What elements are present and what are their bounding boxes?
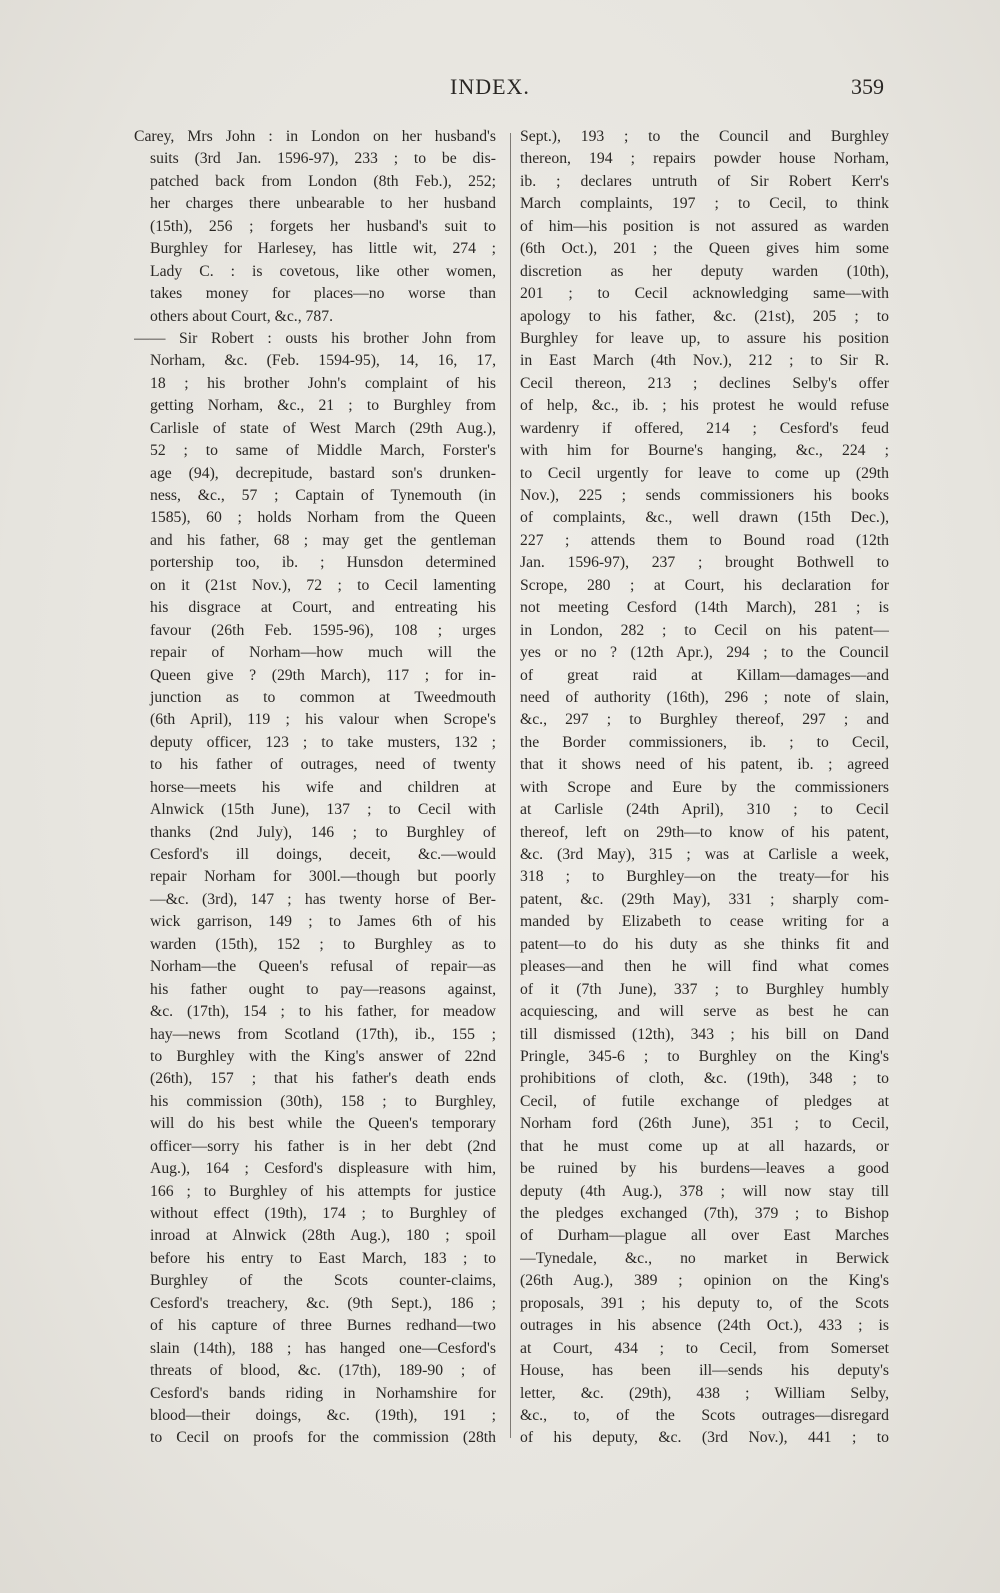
index-line: her charges there unbearable to her husband bbox=[150, 195, 496, 213]
index-line: Scrope, 280 ; at Court, his declaration for bbox=[520, 576, 889, 594]
index-line: Cecil, of futile exchange of pledges at bbox=[520, 1092, 889, 1110]
index-line: in London, 282 ; to Cecil on his patent— bbox=[520, 621, 889, 639]
index-line: to his father of outrages, need of twenty bbox=[150, 756, 496, 774]
left-column bbox=[134, 126, 496, 1450]
index-line: Alnwick (15th June), 137 ; to Cecil with bbox=[150, 801, 496, 819]
index-line: Cesford's ill doings, deceit, &c.—would bbox=[150, 846, 496, 863]
index-line: Aug.), 164 ; Cesford's displeasure with him, bbox=[150, 1160, 496, 1178]
index-line: the pledges exchanged (7th), 379 ; to Bishop bbox=[520, 1205, 889, 1222]
index-line: wick garrison, 149 ; to James 6th of his bbox=[150, 913, 496, 931]
index-line: &c., 297 ; to Burghley thereof, 297 ; and bbox=[520, 711, 889, 729]
index-line: officer—sorry his father is in her debt (2nd bbox=[150, 1137, 496, 1155]
index-line: prohibitions of cloth, &c. (19th), 348 ; to bbox=[520, 1070, 889, 1088]
index-line: deputy officer, 123 ; to take musters, 132 ; bbox=[150, 733, 496, 751]
index-line: hay—news from Scotland (17th), ib., 155 ; bbox=[150, 1025, 496, 1043]
index-line: 166 ; to Burghley of his attempts for justice bbox=[150, 1182, 496, 1200]
index-line: getting Norham, &c., 21 ; to Burghley from bbox=[150, 397, 496, 415]
index-line: warden (15th), 152 ; to Burghley as to bbox=[150, 935, 496, 953]
index-line: —&c. (3rd), 147 ; has twenty horse of Ber- bbox=[150, 890, 496, 908]
index-line: on it (21st Nov.), 72 ; to Cecil lamenting bbox=[150, 576, 496, 594]
index-line: repair of Norham—how much will the bbox=[150, 644, 496, 662]
index-line: wardenry if offered, 214 ; Cesford's feud bbox=[520, 419, 889, 437]
index-line: in East March (4th Nov.), 212 ; to Sir R. bbox=[520, 352, 889, 370]
index-line: of him—his position is not assured as warden bbox=[520, 217, 889, 235]
index-line: (26th Aug.), 389 ; opinion on the King's bbox=[520, 1272, 889, 1290]
index-line: pleases—and then he will find what comes bbox=[520, 958, 889, 976]
index-line: 318 ; to Burghley—on the treaty—for his bbox=[520, 868, 889, 886]
index-line: patched back from London (8th Feb.), 252; bbox=[150, 172, 496, 190]
index-line: will do his best while the Queen's temporary bbox=[150, 1115, 496, 1133]
index-line: discretion as her deputy warden (10th), bbox=[520, 262, 889, 280]
index-line: ness, &c., 57 ; Captain of Tynemouth (in bbox=[150, 487, 496, 504]
index-line: of his capture of three Burnes redhand—two bbox=[150, 1317, 496, 1335]
index-line: Burghley of the Scots counter-claims, bbox=[150, 1272, 496, 1290]
index-line: manded by Elizabeth to cease writing for a bbox=[520, 913, 889, 931]
index-line: yes or no ? (12th Apr.), 294 ; to the Council bbox=[520, 644, 889, 662]
index-line: at Carlisle (24th April), 310 ; to Cecil bbox=[520, 801, 889, 819]
index-line: age (94), decrepitude, bastard son's drunken- bbox=[150, 464, 496, 482]
index-line: Sept.), 193 ; to the Council and Burghley bbox=[520, 128, 889, 145]
index-line: repair Norham for 300l.—though but poorly bbox=[150, 868, 496, 886]
index-line: of complaints, &c., well drawn (15th Dec.), bbox=[520, 509, 889, 527]
right-column bbox=[520, 126, 889, 1450]
running-header bbox=[0, 74, 1000, 110]
index-line: without effect (19th), 174 ; to Burghley of bbox=[150, 1205, 496, 1222]
index-line: (26th), 157 ; that his father's death ends bbox=[150, 1070, 496, 1088]
index-line: of it (7th June), 337 ; to Burghley humbly bbox=[520, 980, 889, 998]
index-line: 201 ; to Cecil acknowledging same—with bbox=[520, 285, 889, 303]
index-line: to Cecil urgently for leave to come up (29th bbox=[520, 464, 889, 482]
index-line: portership too, ib. ; Hunsdon determined bbox=[150, 554, 496, 572]
index-line: —Tynedale, &c., no market in Berwick bbox=[520, 1249, 889, 1267]
index-line: not meeting Cesford (14th March), 281 ; is bbox=[520, 599, 889, 617]
index-line: with Scrope and Eure by the commissioners bbox=[520, 778, 889, 796]
index-line: thereon, 194 ; repairs powder house Norham, bbox=[520, 150, 889, 168]
index-line: (6th April), 119 ; his valour when Scrope's bbox=[150, 711, 496, 729]
index-line: be ruined by his burdens—leaves a good bbox=[520, 1160, 889, 1178]
index-line: thanks (2nd July), 146 ; to Burghley of bbox=[150, 823, 496, 841]
index-line: March complaints, 197 ; to Cecil, to think bbox=[520, 195, 889, 213]
index-line: 18 ; his brother John's complaint of his bbox=[150, 374, 496, 392]
index-line: &c. (3rd May), 315 ; was at Carlisle a week, bbox=[520, 846, 889, 863]
index-line: patent—to do his duty as she thinks fit and bbox=[520, 935, 889, 953]
index-line: Burghley for leave up, to assure his position bbox=[520, 329, 889, 347]
index-line: that he must come up at all hazards, or bbox=[520, 1137, 889, 1155]
index-line: suits (3rd Jan. 1596-97), 233 ; to be dis- bbox=[150, 150, 496, 168]
index-line: need of authority (16th), 296 ; note of slain, bbox=[520, 688, 889, 706]
index-line: Lady C. : is covetous, like other women, bbox=[150, 262, 496, 280]
index-line: outrages in his absence (24th Oct.), 433 ; is bbox=[520, 1317, 889, 1335]
index-line: 1585), 60 ; holds Norham from the Queen bbox=[150, 509, 496, 527]
index-line: of great raid at Killam—damages—and bbox=[520, 666, 889, 684]
index-line: letter, &c. (29th), 438 ; William Selby, bbox=[520, 1384, 889, 1402]
index-line: with him for Bourne's hanging, &c., 224 ; bbox=[520, 442, 889, 460]
index-line: of Durham—plague all over East Marches bbox=[520, 1227, 889, 1245]
index-line: thereof, left on 29th—to know of his patent, bbox=[520, 823, 889, 841]
index-line: inroad at Alnwick (28th Aug.), 180 ; spoil bbox=[150, 1227, 496, 1245]
index-line: Cesford's treachery, &c. (9th Sept.), 186 ; bbox=[150, 1294, 496, 1312]
index-line: his disgrace at Court, and entreating his bbox=[150, 599, 496, 617]
index-line: Burghley for Harlesey, has little wit, 274 ; bbox=[150, 240, 496, 258]
index-line: takes money for places—no worse than bbox=[150, 285, 496, 303]
index-line: Jan. 1596-97), 237 ; brought Bothwell to bbox=[520, 554, 889, 572]
index-line: &c. (17th), 154 ; to his father, for meadow bbox=[150, 1003, 496, 1021]
index-line: Pringle, 345-6 ; to Burghley on the King's bbox=[520, 1047, 889, 1065]
index-line: Norham—the Queen's refusal of repair—as bbox=[150, 958, 496, 976]
index-line: 227 ; attends them to Bound road (12th bbox=[520, 531, 889, 549]
index-line: that it shows need of his patent, ib. ; agreed bbox=[520, 756, 889, 774]
index-line: of his deputy, &c. (3rd Nov.), 441 ; to bbox=[520, 1429, 889, 1447]
index-line: Cesford's bands riding in Norhamshire for bbox=[150, 1384, 496, 1402]
index-line: blood—their doings, &c. (19th), 191 ; bbox=[150, 1406, 496, 1424]
index-line: Nov.), 225 ; sends commissioners his books bbox=[520, 487, 889, 504]
index-line: Norham ford (26th June), 351 ; to Cecil, bbox=[520, 1115, 889, 1133]
index-line: House, has been ill—sends his deputy's bbox=[520, 1362, 889, 1380]
index-line: Cecil thereon, 213 ; declines Selby's offer bbox=[520, 374, 889, 392]
index-line: junction as to common at Tweedmouth bbox=[150, 688, 496, 706]
index-line: at Court, 434 ; to Cecil, from Somerset bbox=[520, 1339, 889, 1357]
index-line: his father ought to pay—reasons against, bbox=[150, 980, 496, 998]
index-line: before his entry to East March, 183 ; to bbox=[150, 1249, 496, 1267]
index-line: deputy (4th Aug.), 378 ; will now stay till bbox=[520, 1182, 889, 1200]
page-number: 359 bbox=[851, 74, 884, 99]
index-line: to Cecil on proofs for the commission (28th bbox=[150, 1429, 496, 1447]
index-line: Norham, &c. (Feb. 1594-95), 14, 16, 17, bbox=[150, 352, 496, 370]
column-divider bbox=[510, 133, 511, 1438]
index-line: till dismissed (12th), 343 ; his bill on Dand bbox=[520, 1025, 889, 1043]
index-line: proposals, 391 ; his deputy to, of the Scots bbox=[520, 1294, 889, 1312]
header-title: INDEX. bbox=[450, 74, 530, 99]
index-line: ib. ; declares untruth of Sir Robert Kerr's bbox=[520, 172, 889, 190]
index-line: the Border commissioners, ib. ; to Cecil, bbox=[520, 733, 889, 751]
index-line: favour (26th Feb. 1595-96), 108 ; urges bbox=[150, 621, 496, 639]
index-line: threats of blood, &c. (17th), 189-90 ; of bbox=[150, 1362, 496, 1380]
index-line: —— Sir Robert : ousts his brother John from bbox=[134, 329, 496, 347]
index-line: Carey, Mrs John : in London on her husband's bbox=[134, 128, 496, 145]
index-line: and his father, 68 ; may get the gentleman bbox=[150, 531, 496, 549]
index-line: of help, &c., ib. ; his protest he would refuse bbox=[520, 397, 889, 415]
index-line: 52 ; to same of Middle March, Forster's bbox=[150, 442, 496, 460]
index-line: &c., to, of the Scots outrages—disregard bbox=[520, 1406, 889, 1424]
index-line: horse—meets his wife and children at bbox=[150, 778, 496, 796]
index-line: (15th), 256 ; forgets her husband's suit to bbox=[150, 217, 496, 235]
index-line: his commission (30th), 158 ; to Burghley, bbox=[150, 1092, 496, 1110]
index-line: Queen give ? (29th March), 117 ; for in- bbox=[150, 666, 496, 684]
index-line: others about Court, &c., 787. bbox=[150, 307, 333, 325]
index-line: to Burghley with the King's answer of 22nd bbox=[150, 1047, 496, 1065]
index-line: acquiescing, and will serve as best he can bbox=[520, 1003, 889, 1021]
index-line: (6th Oct.), 201 ; the Queen gives him some bbox=[520, 240, 889, 258]
index-line: slain (14th), 188 ; has hanged one—Cesford's bbox=[150, 1339, 496, 1357]
index-line: patent, &c. (29th May), 331 ; sharply com- bbox=[520, 890, 889, 908]
index-line: Carlisle of state of West March (29th Aug.), bbox=[150, 419, 496, 437]
index-line: apology to his father, &c. (21st), 205 ; to bbox=[520, 307, 889, 325]
